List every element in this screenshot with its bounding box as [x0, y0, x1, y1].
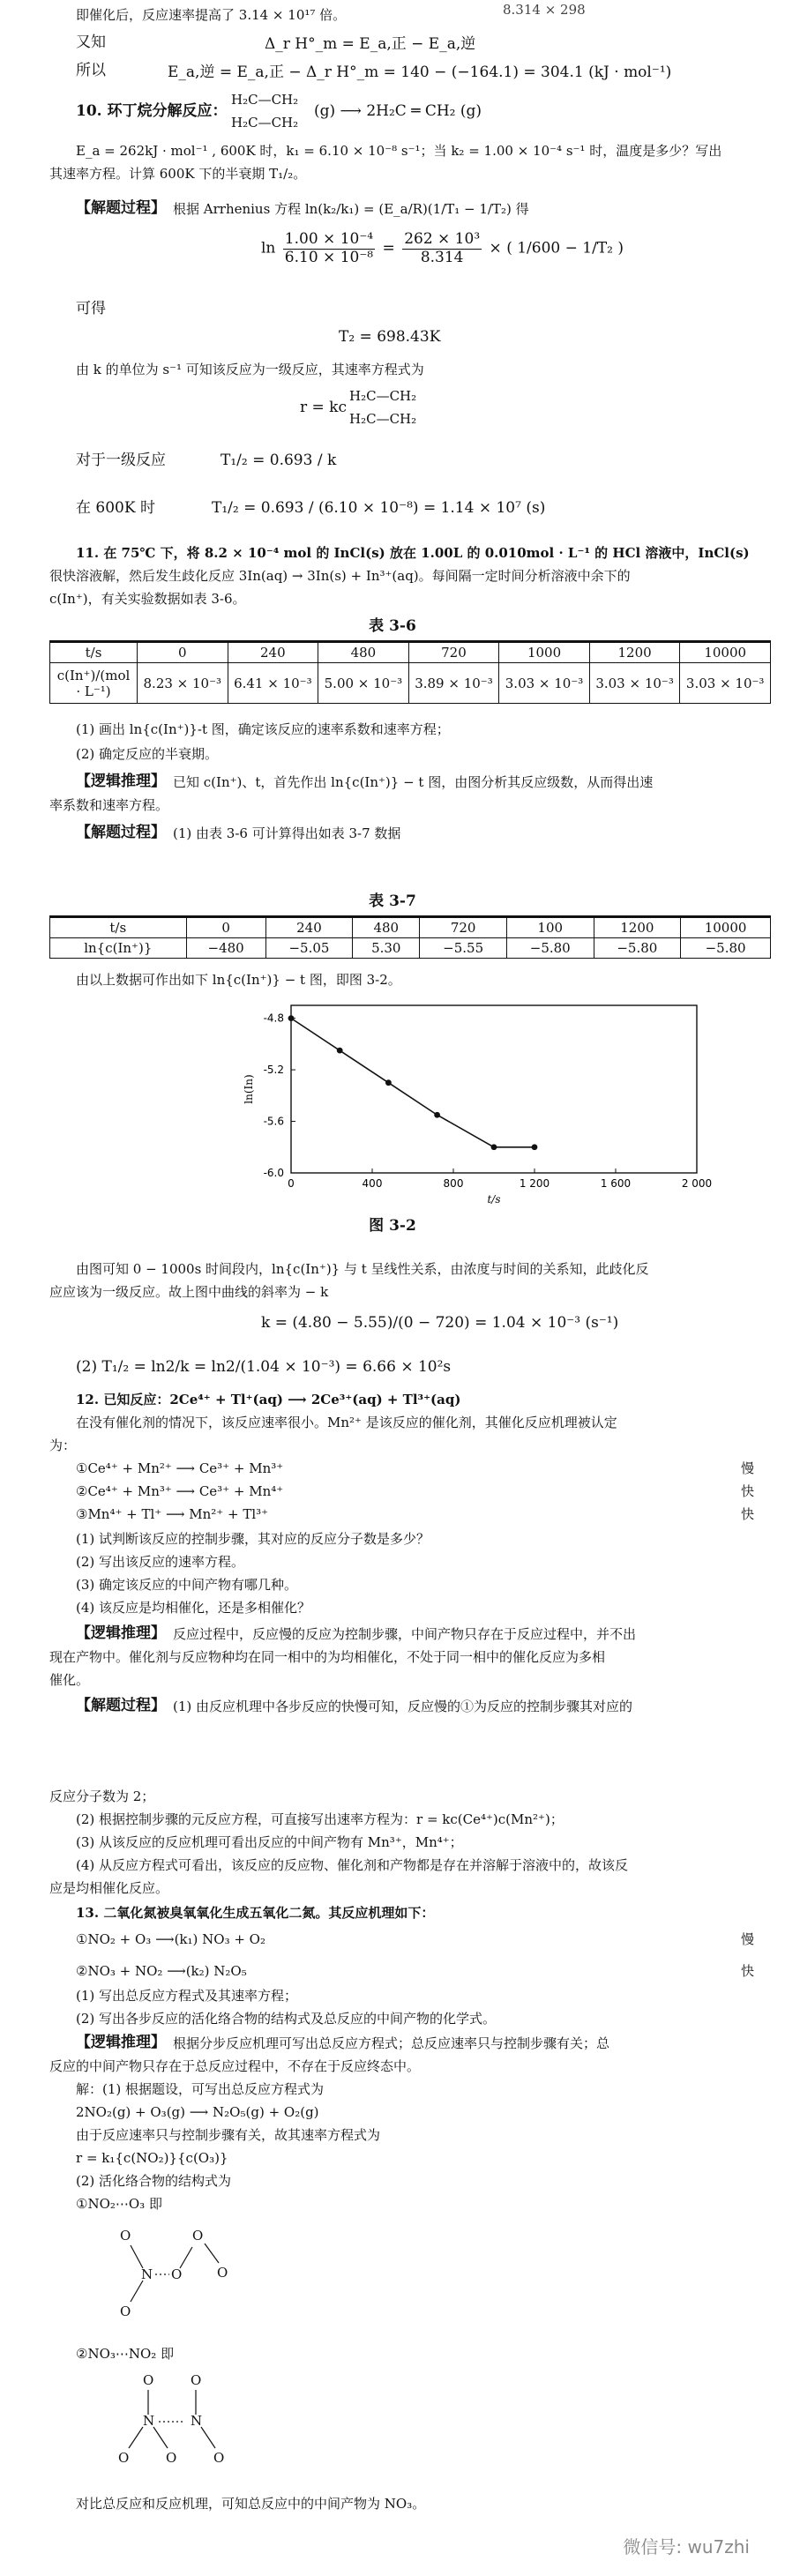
- p13-complex-1-label: ①NO₂⋯O₃ 即: [76, 2196, 162, 2212]
- p13-step-1: ①NO₂ + O₃ ⟶(k₁) NO₃ + O₂: [76, 1931, 265, 1947]
- top-line-2-label: 又知: [76, 34, 106, 51]
- top-line-3-label: 所以: [76, 62, 106, 79]
- p13-overall-reaction: 2NO₂(g) + O₃(g) ⟶ N₂O₅(g) + O₂(g): [76, 2104, 319, 2120]
- atom-o: O: [191, 2372, 202, 2388]
- table-cell: 8.23 × 10⁻³: [138, 663, 228, 704]
- atom-o: O: [143, 2372, 154, 2388]
- p10-ring-top: H₂C—CH₂: [231, 92, 299, 108]
- series-line: [291, 1019, 535, 1147]
- ln-symbol: ln: [261, 239, 276, 258]
- p12-line-2: 在没有催化剂的情况下，该反应速率很小。Mn²⁺ 是该反应的催化剂，其催化反应机理被认定: [76, 1415, 617, 1430]
- table-cell: 720: [420, 918, 507, 938]
- ea-numerator: 262 × 10³: [404, 230, 481, 248]
- p10-rate-ring-bottom: H₂C—CH₂: [349, 411, 417, 427]
- p10-first-order-label: 对于一级反应: [76, 452, 166, 469]
- table-row: [50, 663, 771, 704]
- table-cell: 10000: [681, 918, 771, 938]
- data-point: [288, 1015, 295, 1021]
- data-point: [434, 1112, 440, 1118]
- y-tick-label: -4.8: [263, 1012, 284, 1025]
- p11-solution-1: (1) 由表 3-6 可计算得出如表 3-7 数据: [173, 825, 401, 841]
- p12-solution-1b: 反应分子数为 2；: [49, 1788, 155, 1804]
- data-point: [337, 1048, 343, 1054]
- table-cell: 3.03 × 10⁻³: [499, 663, 590, 704]
- table-cell: 240: [228, 643, 318, 663]
- p12-question-4: (4) 该反应是均相催化，还是多相催化？: [76, 1600, 311, 1616]
- table-cell: 1000: [499, 643, 590, 663]
- table-cell: −5.05: [265, 938, 353, 959]
- table-cell: t/s: [50, 918, 187, 938]
- table-cell: 3.03 × 10⁻³: [680, 663, 771, 704]
- p13-logic-tag: 【逻辑推理】: [76, 2034, 166, 2051]
- atom-o: O: [171, 2266, 183, 2282]
- table-cell: ln{c(In⁺)}: [50, 938, 187, 959]
- p13-control-note: 由于反应速率只与控制步骤有关，故其速率方程式为: [76, 2127, 381, 2143]
- p10-ring-bottom: H₂C—CH₂: [231, 115, 299, 131]
- p13-solution-lead: 解：(1) 根据题设，可写出总反应方程式为: [76, 2081, 325, 2097]
- p10-rate-ring-top: H₂C—CH₂: [349, 388, 417, 404]
- y-tick-label: -5.6: [263, 1115, 284, 1128]
- p11-logic-2: 率系数和速率方程。: [49, 797, 169, 813]
- y-tick-label: -6.0: [263, 1167, 284, 1179]
- p13-logic-2: 反应的中间产物只存在于总反应过程中，不存在于反应终态中。: [49, 2058, 421, 2074]
- table-cell: 6.41 × 10⁻³: [228, 663, 318, 704]
- p11-after-2: 应应该为一级反应。故上图中曲线的斜率为 − k: [49, 1284, 329, 1300]
- table-cell: 1200: [594, 918, 681, 938]
- p11-after-1: 由图可知 0 − 1000s 时间段内，ln{c(In⁺)} 与 t 呈线性关系，由浓度与时间的关系知，此歧化反: [76, 1261, 649, 1277]
- atom-o: O: [166, 2450, 177, 2466]
- p12-logic-3: 催化。: [49, 1672, 90, 1688]
- table-cell: 720: [408, 643, 499, 663]
- x-tick-label: 0: [288, 1177, 295, 1190]
- atom-n: N: [143, 2413, 155, 2429]
- p10-rate-eq: r = kc: [300, 399, 348, 416]
- p10-ln-equation: ln $\frac{\text{1.00 × 10⁻⁴}}{\text{6.10 × 10⁻⁸}}$ = $\frac{\text{262 × 10³}}{8.314}$ × ( 1/600 − 1/T₂ ): [261, 230, 624, 266]
- table-3-6: [49, 642, 771, 704]
- p12-solution-4a: (4) 从反应方程式可看出，该反应的反应物、催化剂和产物都是存在并溶解于溶液中的，故该反: [76, 1857, 629, 1873]
- table-cell: 0: [186, 918, 265, 938]
- p11-logic-1: 已知 c(In⁺)、t，首先作出 ln{c(In⁺)} − t 图，由图分析其反应级数，从而得出速: [173, 774, 654, 790]
- p13-step-2-speed: 快: [741, 1963, 755, 1979]
- table-cell: 5.30: [353, 938, 420, 959]
- p10-order-note: 由 k 的单位为 s⁻¹ 可知该反应为一级反应，其速率方程式为: [76, 362, 424, 377]
- p12-line-3: 为：: [49, 1437, 77, 1453]
- table-cell: −5.80: [681, 938, 771, 959]
- table-row: [50, 918, 771, 938]
- p13-question-2: (2) 写出各步反应的活化络合物的结构式及总反应的中间产物的化学式。: [76, 2011, 497, 2027]
- p12-solution-tag: 【解题过程】: [76, 1697, 166, 1714]
- p10-line-2: E_a = 262kJ · mol⁻¹ , 600K 时，k₁ = 6.10 × 10⁻⁸ s⁻¹；当 k₂ = 1.00 × 10⁻⁴ s⁻¹ 时，温度是多少？写出: [76, 143, 722, 159]
- table-cell: −5.55: [420, 938, 507, 959]
- table-cell: c(In⁺)/(mol · L⁻¹): [50, 663, 138, 704]
- table-cell: 3.89 × 10⁻³: [408, 663, 499, 704]
- top-line-2-eq: Δ_r H°_m = E_a,正 − E_a,逆: [265, 35, 476, 53]
- table-3-6-title: 表 3-6: [369, 617, 416, 635]
- p12-logic-1: 反应过程中，反应慢的反应为控制步骤，中间产物只存在于反应过程中，并不出: [173, 1626, 637, 1642]
- table-cell: −5.80: [594, 938, 681, 959]
- top-line-3-eq: E_a,逆 = E_a,正 − Δ_r H°_m = 140 − (−164.1) = 304.1 (kJ · mol⁻¹): [168, 63, 672, 81]
- p12-step-2-speed: 快: [741, 1483, 755, 1499]
- table-cell: 5.00 × 10⁻³: [318, 663, 409, 704]
- p10-half-life-eq: T₁/₂ = 0.693 / k: [221, 452, 337, 469]
- ln-c-vs-t-chart: [194, 995, 741, 1206]
- p12-solution-3: (3) 从该反应的反应机理可看出反应的中间产物有 Mn³⁺，Mn⁴⁺；: [76, 1834, 463, 1850]
- p13-complex-2-label: ②NO₃⋯NO₂ 即: [76, 2346, 175, 2362]
- data-point: [532, 1144, 538, 1150]
- table-cell: 480: [353, 918, 420, 938]
- p13-rate-eq: r = k₁{c(NO₂)}{c(O₃)}: [76, 2150, 228, 2166]
- p13-step-2: ②NO₃ + NO₂ ⟶(k₂) N₂O₅: [76, 1963, 247, 1979]
- table-cell: −5.80: [506, 938, 594, 959]
- atom-n: N: [191, 2413, 203, 2429]
- table-row: [50, 938, 771, 959]
- p12-question-1: (1) 试判断该反应的控制步骤，其对应的反应分子数是多少？: [76, 1531, 430, 1547]
- p10-line-3: 其速率方程。计算 600K 下的半衰期 T₁/₂。: [49, 166, 307, 182]
- p12-step-1-speed: 慢: [741, 1460, 755, 1476]
- p10-lead: 10. 环丁烷分解反应：: [76, 102, 228, 120]
- p12-line-1: 12. 已知反应：2Ce⁴⁺ + Tl⁺(aq) ⟶ 2Ce³⁺(aq) + Tl³⁺(aq): [76, 1392, 461, 1407]
- x-tick-label: 1 200: [519, 1177, 550, 1190]
- table-cell: 3.03 × 10⁻³: [589, 663, 680, 704]
- temp-term: × ( 1/600 − 1/T₂ ): [489, 239, 624, 258]
- atom-o: O: [217, 2265, 228, 2281]
- p10-t2-result: T₂ = 698.43K: [339, 328, 441, 346]
- p13-complex-lead: (2) 活化络合物的结构式为: [76, 2173, 232, 2189]
- p12-question-3: (3) 确定该反应的中间产物有哪几种。: [76, 1577, 298, 1593]
- table-cell: 0: [138, 643, 228, 663]
- atom-o: O: [118, 2450, 130, 2466]
- p10-half-life-value: T₁/₂ = 0.693 / (6.10 × 10⁻⁸) = 1.14 × 10⁷ (s): [212, 499, 546, 517]
- p11-plot-lead: 由以上数据可作出如下 ln{c(In⁺)} − t 图，即图 3-2。: [76, 972, 401, 988]
- x-axis-label: t/s: [487, 1193, 501, 1206]
- p12-solution-4b: 应是均相催化反应。: [49, 1880, 169, 1896]
- atom-o: O: [192, 2228, 204, 2244]
- p12-logic-2: 现在产物中。催化剂与反应物种均在同一相中的为均相催化，不处于同一相中的催化反应为多相: [49, 1649, 606, 1665]
- y-axis-label: ln(In): [243, 1074, 255, 1104]
- p10-at-600k: 在 600K 时: [76, 499, 155, 517]
- table-cell: 480: [318, 643, 409, 663]
- x-tick-label: 1 600: [600, 1177, 632, 1190]
- p11-half-life: (2) T₁/₂ = ln2/k = ln2/(1.04 × 10⁻³) = 6.66 × 10²s: [76, 1358, 452, 1376]
- atom-o: O: [213, 2450, 225, 2466]
- p13-question-1: (1) 写出总反应方程式及其速率方程；: [76, 1988, 298, 2004]
- table-3-7: [49, 917, 771, 959]
- top-line-1: 即催化后，反应速率提高了 3.14 × 10¹⁷ 倍。: [76, 7, 347, 23]
- p11-solution-tag: 【解题过程】: [76, 824, 166, 841]
- structure-bonds: [88, 2372, 282, 2478]
- p11-question-2: (2) 确定反应的半衰期。: [76, 746, 219, 762]
- wechat-watermark: 微信号: wu7zhi: [623, 2536, 750, 2557]
- structure-no3-no2: [88, 2372, 282, 2478]
- p11-question-1: (1) 画出 ln{c(In⁺)}-t 图，确定该反应的速率系数和速率方程；: [76, 721, 450, 737]
- p12-question-2: (2) 写出该反应的速率方程。: [76, 1554, 245, 1570]
- ln-denominator: 6.10 × 10⁻⁸: [284, 248, 374, 266]
- ln-numerator: 1.00 × 10⁻⁴: [284, 230, 374, 248]
- p10-reaction-arrow: (g) ⟶ 2H₂C ═ CH₂ (g): [314, 102, 482, 120]
- p11-line-2: 很快溶液解，然后发生歧化反应 3In(aq) → 3In(s) + In³⁺(aq)。每间隔一定时间分析溶液中余下的: [49, 568, 631, 584]
- p12-step-3: ③Mn⁴⁺ + Tl⁺ ⟶ Mn²⁺ + Tl³⁺: [76, 1506, 269, 1522]
- table-cell: 100: [506, 918, 594, 938]
- atom-o: O: [120, 2303, 131, 2319]
- x-tick-label: 800: [443, 1177, 464, 1190]
- x-tick-label: 2 000: [681, 1177, 713, 1190]
- p13-logic-1: 根据分步反应机理可写出总反应方程式；总反应速率只与控制步骤有关；总: [173, 2035, 610, 2051]
- data-point: [385, 1079, 392, 1086]
- table-cell: 1200: [589, 643, 680, 663]
- table-cell: t/s: [50, 643, 138, 663]
- atom-n: N: [141, 2266, 153, 2282]
- table-cell: 240: [265, 918, 353, 938]
- structure-no2-o3: [88, 2222, 265, 2328]
- ea-denominator: 8.314: [420, 248, 464, 266]
- p11-k-equation: k = (4.80 − 5.55)/(0 − 720) = 1.04 × 10⁻³ (s⁻¹): [261, 1314, 619, 1332]
- p12-solution-1: (1) 由反应机理中各步反应的快慢可知，反应慢的①为反应的控制步骤其对应的: [173, 1699, 633, 1714]
- p12-step-3-speed: 快: [741, 1506, 755, 1522]
- atom-o: O: [120, 2228, 131, 2244]
- table-3-7-title: 表 3-7: [369, 892, 416, 910]
- p12-step-2: ②Ce⁴⁺ + Mn³⁺ ⟶ Ce³⁺ + Mn⁴⁺: [76, 1483, 284, 1499]
- p10-solution-text: 根据 Arrhenius 方程 ln(k₂/k₁) = (E_a/R)(1/T₁ − 1/T₂) 得: [173, 201, 529, 217]
- p11-logic-tag: 【逻辑推理】: [76, 773, 166, 790]
- table-cell: −480: [186, 938, 265, 959]
- data-point: [491, 1144, 497, 1150]
- y-tick-label: -5.2: [263, 1064, 284, 1077]
- p12-step-1: ①Ce⁴⁺ + Mn²⁺ ⟶ Ce³⁺ + Mn³⁺: [76, 1460, 284, 1476]
- table-row: [50, 643, 771, 663]
- p12-logic-tag: 【逻辑推理】: [76, 1624, 166, 1642]
- p12-solution-2: (2) 根据控制步骤的元反应方程，可直接写出速率方程为：r = kc(Ce⁴⁺)c(Mn²⁺)；: [76, 1811, 564, 1827]
- p10-solution-tag: 【解题过程】: [76, 199, 166, 217]
- p13-conclusion: 对比总反应和反应机理，可知总反应中的中间产物为 NO₃。: [76, 2496, 426, 2512]
- p11-line-3: c(In⁺)，有关实验数据如表 3-6。: [49, 591, 246, 607]
- figure-caption: 图 3-2: [369, 1217, 416, 1235]
- top-line-1-right: 8.314 × 298: [503, 2, 586, 18]
- x-tick-label: 400: [362, 1177, 383, 1190]
- p13-line-1: 13. 二氧化氮被臭氧氧化生成五氧化二氮。其反应机理如下：: [76, 1905, 435, 1921]
- table-cell: 10000: [680, 643, 771, 663]
- p10-derive: 可得: [76, 300, 106, 317]
- p13-step-1-speed: 慢: [741, 1931, 755, 1947]
- p11-line-1: 11. 在 75℃ 下，将 8.2 × 10⁻⁴ mol 的 InCl(s) 放在 1.00L 的 0.010mol · L⁻¹ 的 HCl 溶液中，InCl(s): [76, 545, 750, 561]
